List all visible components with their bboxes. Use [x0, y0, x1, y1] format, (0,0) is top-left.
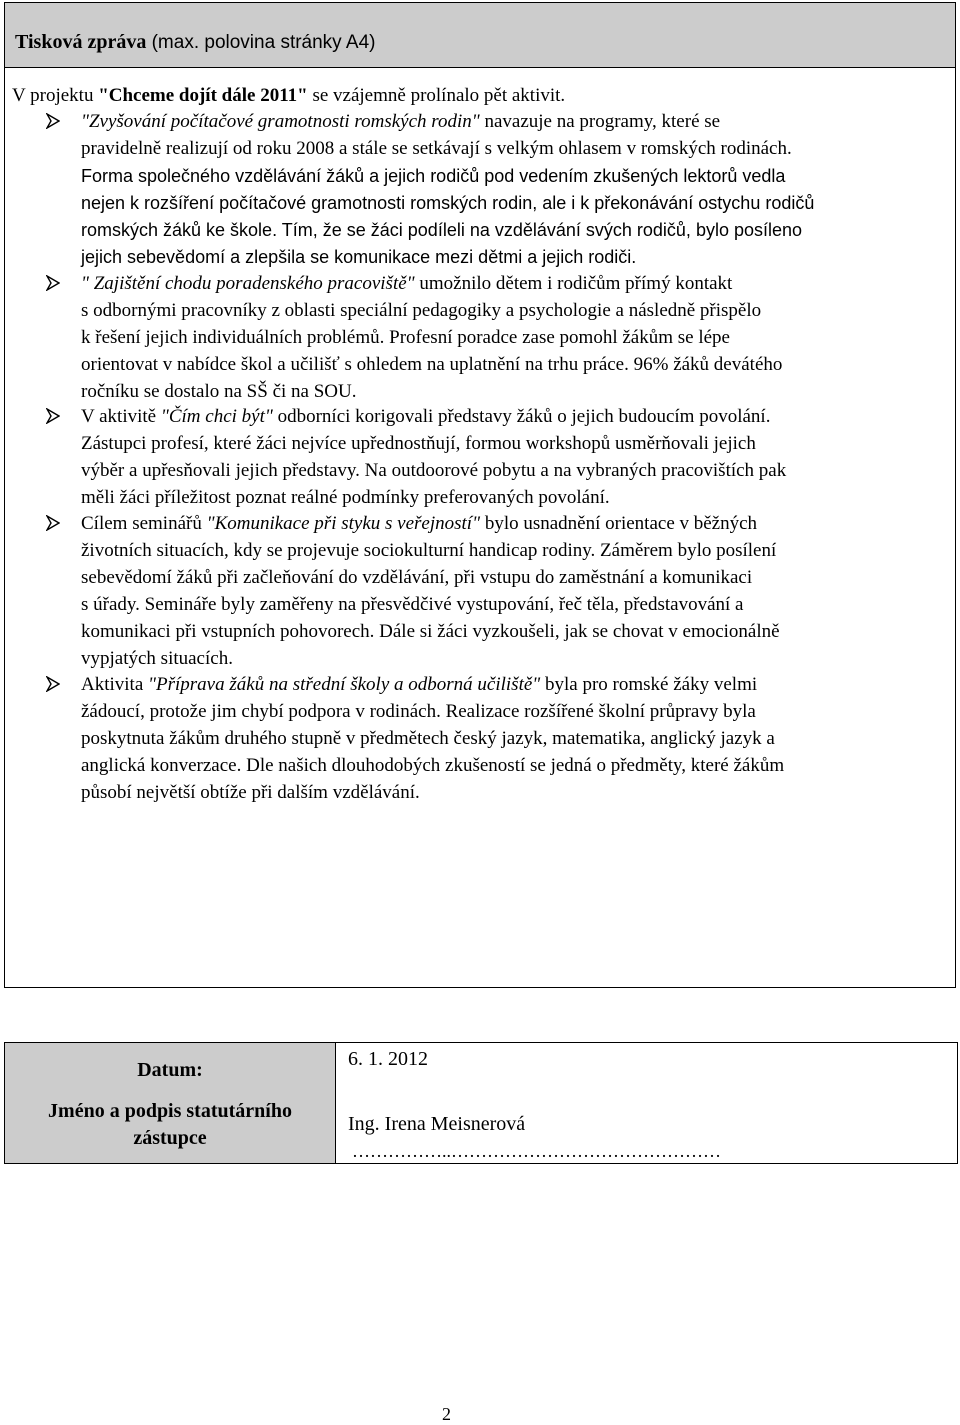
bullet-2-line-4: orientovat v nabídce škol a učilišť s ohledem na uplatnění na trhu práce. 96% žáků devátého [81, 354, 783, 375]
header-title-bold: Tisková zpráva [15, 31, 147, 53]
bullet-3-line-4: měli žáci příležitost poznat reálné podmínky preferovaných povolání. [81, 487, 610, 508]
bullet-4-line-2: životních situacích, kdy se projevuje sociokulturní handicap rodiny. Záměrem bylo posílení [81, 540, 777, 561]
project-name: "Chceme dojít dále 2011" [98, 85, 308, 106]
header-title-note: (max. polovina stránky A4) [146, 32, 376, 53]
bullet-3-line-1: V aktivitě "Čím chci být" odborníci korigovali představy žáků o jejich budoucím povolání. [81, 406, 771, 427]
press-release-header [4, 2, 956, 68]
bullet-5-line-4: anglická konverzace. Dle našich dlouhodobých zkušeností se jedná o předměty, které žákům [81, 755, 785, 776]
date-value: 6. 1. 2012 [348, 1048, 428, 1070]
arrowhead-bullet-icon [46, 408, 60, 424]
arrowhead-bullet-icon [46, 113, 60, 129]
bullet-4-line-4: s úřady. Semináře byly zaměřeny na přesvědčivé vystupování, řeč těla, představování a [81, 594, 744, 615]
page-number: 2 [442, 1404, 451, 1424]
bullet-1-line-4: nejen k rozšíření počítačové gramotnosti romských rodin, ale i k překonávání ostychu rodičů [81, 193, 815, 213]
date-label: Datum: [137, 1059, 203, 1081]
bullet-4-line-5: komunikaci při vstupních pohovorech. Dále si žáci vyzkoušeli, jak se chovat v emocionálně [81, 621, 780, 642]
intro-pre: V projektu [12, 85, 99, 106]
arrowhead-bullet-icon [46, 676, 60, 692]
arrowhead-bullet-icon [46, 515, 60, 531]
bullet-4-line-1: Cílem seminářů "Komunikace při styku s veřejností" bylo usnadnění orientace v běžných [81, 513, 758, 534]
header-title [15, 30, 375, 55]
signature-labels-cell [5, 1043, 336, 1164]
bullet-2-line-3: k řešení jejich individuálních problémů. Profesní poradce zase pomohl žákům se lépe [81, 327, 730, 348]
bullet-5-line-2: žádoucí, protože jim chybí podpora v rodinách. Realizace rozšířené školní průpravy byla [81, 701, 756, 722]
bullet-1-line-3: Forma společného vzdělávání žáků a jejich rodičů pod vedením zkušených lektorů vedla [81, 166, 786, 186]
intro-line [12, 84, 565, 108]
bullet-2-line-1: " Zajištění chodu poradenského pracoviště" umožnilo dětem i rodičům přímý kontakt [81, 273, 733, 294]
bullet-1-line-1: "Zvyšování počítačové gramotnosti romských rodin" navazuje na programy, které se [81, 111, 721, 132]
arrowhead-bullet-icon [46, 275, 60, 291]
signature-line: ……………..……………………………………… [352, 1141, 721, 1161]
signature-values-cell [336, 1043, 958, 1164]
bullet-5-line-5: působí největší obtíže při dalším vzdělávání. [81, 782, 420, 803]
bullet-4-line-6: vypjatých situacích. [81, 648, 233, 669]
bullet-4-line-3: sebevědomí žáků při začleňování do vzdělávání, při vstupu do zaměstnání a komunikaci [81, 567, 753, 588]
bullet-3-line-3: výběr a upřesňovali jejich představy. Na outdoorové pobytu a na vybraných pracovištích pak [81, 460, 787, 481]
signer-name: Ing. Irena Meisnerová [348, 1113, 526, 1135]
bullet-1-line-5: romských žáků ke škole. Tím, že se žáci podíleli na vzdělávání svých rodičů, bylo posíleno [81, 220, 803, 240]
signature-table [4, 1042, 958, 1164]
bullet-3-line-2: Zástupci profesí, které žáci nejvíce upřednostňují, formou workshopů usměrňovali jejich [81, 433, 756, 454]
bullet-1-line-2: pravidelně realizují od roku 2008 a stále se setkávají s velkým ohlasem v romských rodinách. [81, 138, 792, 159]
bullet-5-line-3: poskytnuta žákům druhého stupně v předmětech český jazyk, matematika, anglický jazyk a [81, 728, 775, 749]
bullet-2-line-2: s odbornými pracovníky z oblasti speciální pedagogiky a psychologie a následně přispělo [81, 300, 762, 321]
intro-post: se vzájemně prolínalo pět aktivit. [307, 85, 566, 106]
signer-label: Jméno a podpis statutárního zástupce [48, 1100, 292, 1149]
bullet-2-line-5: ročníku se dostalo na SŠ či na SOU. [81, 381, 357, 402]
bullet-1-line-6: jejich sebevědomí a zlepšila se komunikace mezi dětmi a jejich rodiči. [81, 247, 637, 267]
bullet-5-line-1: Aktivita "Příprava žáků na střední školy a odborná učiliště" byla pro romské žáky velmi [81, 674, 758, 695]
